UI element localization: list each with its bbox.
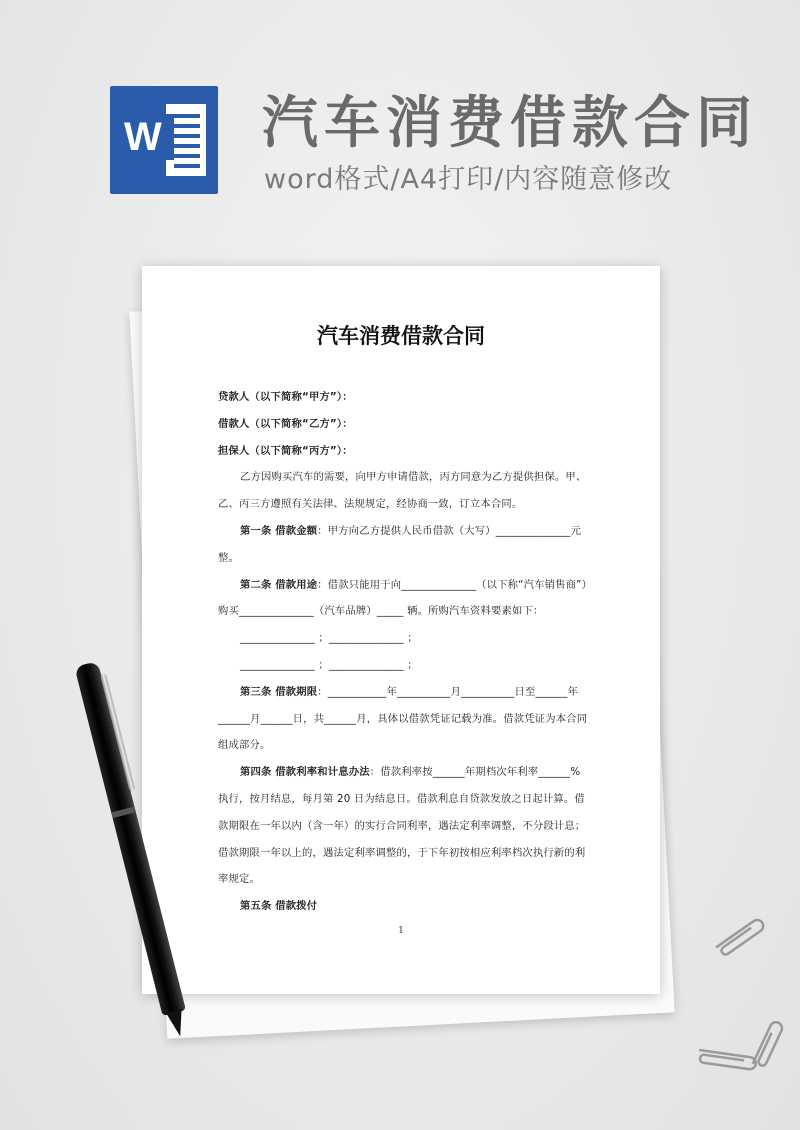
guarantor-line: 担保人（以下简称“丙方”）： bbox=[218, 444, 353, 457]
paperclip-icon bbox=[705, 908, 775, 968]
article-1-label: 第一条 借款金额 bbox=[240, 524, 318, 537]
article-2 bbox=[218, 572, 588, 626]
article-1 bbox=[218, 518, 588, 572]
word-logo-letter: W bbox=[124, 114, 174, 160]
article-5-label: 第五条 借款拨付 bbox=[240, 900, 318, 913]
document-title: 汽车消费借款合同 bbox=[317, 324, 485, 348]
page-number: 1 bbox=[398, 926, 404, 936]
article-4-text: ：借款利率按______年期档次年利率______%执行，按月结息，每月第 20 日为结息日。借款利息自贷款发放之日起计算。借款期限在一年以内（含一年）的实行合同利率，遇法定利率调整，不分段计息；借款期限一年以上的，遇法定利率调整的，于下年初按相应利率档次执行新的利率规定。 bbox=[218, 766, 586, 886]
borrower-line: 借款人（以下简称“乙方”）： bbox=[218, 417, 353, 430]
article-2-line-2: ______________ ；______________ ； bbox=[240, 658, 418, 671]
document-page bbox=[142, 266, 660, 994]
intro-paragraph: 乙方因购买汽车的需要，向甲方申请借款，丙方同意为乙方提供担保。甲、乙、丙三方遵照有关法律、法规规定，经协商一致，订立本合同。 bbox=[218, 471, 587, 511]
lender-line: 贷款人（以下简称“甲方”）： bbox=[218, 391, 353, 403]
article-2-label: 第二条 借款用途 bbox=[240, 578, 318, 591]
word-logo-icon bbox=[110, 86, 218, 194]
article-5 bbox=[218, 893, 588, 920]
page-subtitle: word格式/A4打印/内容随意修改 bbox=[264, 164, 673, 195]
pen-tip bbox=[166, 1009, 188, 1038]
article-1-text: ：甲方向乙方提供人民币借款（大写）______________元整。 bbox=[218, 524, 582, 564]
article-2-text: ：借款只能用于向______________（以下称“汽车销售商”）购买______________（汽车品牌）_____ 辆。所购汽车资料要素如下： bbox=[218, 578, 588, 618]
article-2-line-1: ______________ ；______________ ； bbox=[240, 632, 418, 645]
article-3-text: ：___________年__________月__________日至______年______月______日，共______月，具体以借款凭证记载为准。借款凭证为本合同组成部分。 bbox=[218, 685, 588, 752]
article-4 bbox=[218, 759, 588, 893]
document-body bbox=[218, 384, 588, 920]
article-3-label: 第三条 借款期限 bbox=[240, 685, 318, 698]
page-title: 汽车消费借款合同 bbox=[262, 91, 758, 156]
article-3 bbox=[218, 679, 588, 759]
article-4-label: 第四条 借款利率和计息办法 bbox=[240, 766, 370, 779]
paperclip-icon bbox=[692, 1040, 762, 1080]
